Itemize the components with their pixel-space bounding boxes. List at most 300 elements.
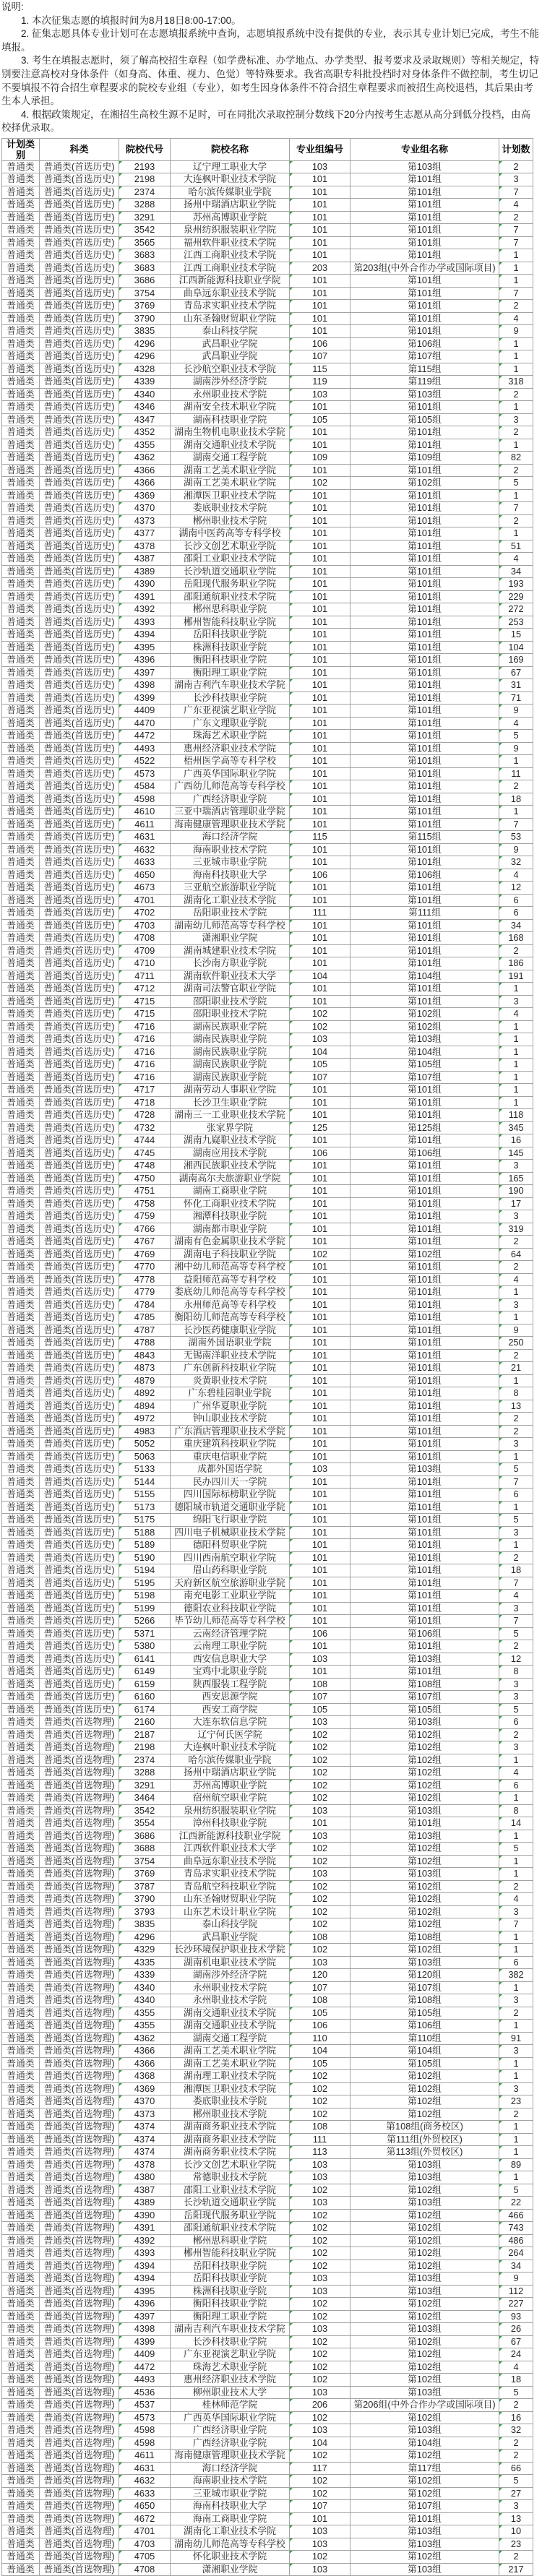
cell-group-name: 第102组	[350, 1944, 499, 1957]
cell-subject-type: 普通类(首选历史)	[40, 401, 119, 414]
table-row	[2, 1425, 533, 1438]
cell-college-code: 4703	[119, 2538, 171, 2551]
cell-plan-category: 普通类	[2, 2512, 40, 2525]
cell-group-name: 第102组	[350, 1792, 499, 1805]
cell-group-name: 第101组	[350, 173, 499, 186]
cell-college-code: 4716	[119, 1071, 171, 1084]
cell-college-code: 4598	[119, 2424, 171, 2437]
table-row	[2, 1273, 533, 1286]
cell-subject-type: 普通类(首选物理)	[40, 2411, 119, 2424]
cell-plan-count: 32	[499, 2424, 533, 2437]
cell-group-name: 第102组	[350, 1020, 499, 1033]
cell-group-code: 102	[290, 2551, 350, 2564]
cell-plan-count: 34	[499, 919, 533, 932]
cell-college-name: 梧州医学高等专科学校	[171, 755, 290, 768]
cell-group-name: 第102组	[350, 1741, 499, 1754]
cell-college-code: 4394	[119, 629, 171, 642]
cell-plan-category: 普通类	[2, 1298, 40, 1311]
cell-college-name: 湖南交通职业技术学院	[171, 2020, 290, 2033]
cell-college-code: 4759	[119, 1210, 171, 1223]
cell-plan-category: 普通类	[2, 856, 40, 869]
cell-plan-category: 普通类	[2, 730, 40, 743]
cell-group-name: 第101组	[350, 1514, 499, 1527]
cell-college-name: 湖南涉外经济学院	[171, 376, 290, 389]
table-row	[2, 2323, 533, 2336]
cell-plan-category: 普通类	[2, 2133, 40, 2146]
table-header-row	[2, 138, 533, 160]
cell-group-code: 119	[290, 376, 350, 389]
cell-plan-category: 普通类	[2, 1501, 40, 1514]
table-row	[2, 2310, 533, 2323]
cell-college-code: 4633	[119, 2487, 171, 2500]
cell-college-name: 湖南工艺美术职业学院	[171, 464, 290, 477]
table-row	[2, 1084, 533, 1097]
table-row	[2, 337, 533, 350]
cell-group-name: 第103组	[350, 2525, 499, 2538]
cell-group-code: 106	[290, 1147, 350, 1160]
cell-college-code: 4779	[119, 1286, 171, 1299]
cell-group-code: 101	[290, 1337, 350, 1350]
cell-group-name: 第101组	[350, 679, 499, 692]
cell-college-code: 4769	[119, 1248, 171, 1261]
cell-subject-type: 普通类(首选物理)	[40, 2158, 119, 2171]
cell-subject-type: 普通类(首选历史)	[40, 1551, 119, 1564]
cell-college-name: 衡阳科技职业学院	[171, 654, 290, 667]
cell-college-name: 湖南高尔夫旅游职业学院	[171, 1172, 290, 1185]
cell-plan-category: 普通类	[2, 1096, 40, 1109]
cell-group-name: 第101组	[350, 312, 499, 325]
cell-college-name: 江西新能源科技职业学院	[171, 1830, 290, 1843]
cell-subject-type: 普通类(首选历史)	[40, 1071, 119, 1084]
cell-group-code: 103	[290, 2563, 350, 2576]
cell-college-code: 3683	[119, 249, 171, 262]
cell-group-name: 第101组	[350, 717, 499, 730]
cell-plan-category: 普通类	[2, 325, 40, 338]
cell-plan-count: 1	[499, 2121, 533, 2134]
cell-subject-type: 普通类(首选物理)	[40, 2437, 119, 2450]
cell-plan-category: 普通类	[2, 2260, 40, 2273]
cell-plan-count: 14	[499, 1817, 533, 1830]
cell-group-code: 109	[290, 452, 350, 465]
cell-college-name: 潇湘职业学院	[171, 932, 290, 945]
note-item: 2. 征集志愿具体专业计划可在志愿填报系统中查询，志愿填报系统中没有提供的专业，表示其专业计划已完成，考生不能填报。	[1, 28, 540, 53]
table-row	[2, 1463, 533, 1476]
cell-plan-category: 普通类	[2, 1653, 40, 1666]
table-row	[2, 2045, 533, 2058]
cell-plan-count: 1	[499, 2057, 533, 2070]
table-row	[2, 173, 533, 186]
cell-group-code: 102	[290, 2095, 350, 2108]
cell-subject-type: 普通类(首选物理)	[40, 2007, 119, 2020]
cell-group-code: 101	[290, 818, 350, 831]
table-row	[2, 2525, 533, 2538]
cell-plan-count: 9	[499, 742, 533, 755]
cell-subject-type: 普通类(首选历史)	[40, 1476, 119, 1489]
cell-group-name: 第101组	[350, 641, 499, 654]
table-row	[2, 641, 533, 654]
cell-group-code: 101	[290, 502, 350, 515]
cell-group-code: 102	[290, 1779, 350, 1792]
cell-college-code: 4398	[119, 679, 171, 692]
cell-college-code: 4710	[119, 957, 171, 970]
cell-plan-category: 普通类	[2, 1109, 40, 1122]
cell-college-name: 湖南工艺美术职业学院	[171, 2057, 290, 2070]
cell-plan-count: 16	[499, 2411, 533, 2424]
cell-group-name: 第101组	[350, 806, 499, 819]
cell-group-code: 105	[290, 2007, 350, 2020]
cell-college-name: 湖南外国语职业学院	[171, 1337, 290, 1350]
cell-college-name: 岳阳科技职业学院	[171, 2260, 290, 2273]
cell-college-name: 湘西民族职业技术学院	[171, 1160, 290, 1173]
cell-college-name: 福州软件职业技术学院	[171, 236, 290, 249]
cell-plan-category: 普通类	[2, 1248, 40, 1261]
column-header-college-code: 院校代号	[119, 138, 171, 160]
cell-plan-count: 18	[499, 793, 533, 806]
cell-college-name: 湖南电子科技职业学院	[171, 1248, 290, 1261]
table-row	[2, 1792, 533, 1805]
cell-plan-count: 21	[499, 1362, 533, 1375]
cell-college-name: 永州职业技术学院	[171, 388, 290, 401]
cell-group-code: 103	[290, 1956, 350, 1969]
cell-college-code: 4650	[119, 2500, 171, 2513]
cell-subject-type: 普通类(首选物理)	[40, 2234, 119, 2247]
cell-plan-category: 普通类	[2, 1551, 40, 1564]
cell-plan-category: 普通类	[2, 1147, 40, 1160]
cell-subject-type: 普通类(首选历史)	[40, 780, 119, 793]
cell-subject-type: 普通类(首选历史)	[40, 388, 119, 401]
cell-group-code: 111	[290, 2133, 350, 2146]
cell-college-name: 邵阳工业职业技术学院	[171, 2184, 290, 2197]
cell-plan-count: 2	[499, 1425, 533, 1438]
cell-group-code: 102	[290, 2450, 350, 2463]
cell-subject-type: 普通类(首选物理)	[40, 1918, 119, 1931]
cell-college-code: 4395	[119, 2285, 171, 2298]
table-row	[2, 160, 533, 173]
cell-subject-type: 普通类(首选历史)	[40, 831, 119, 844]
cell-college-code: 4744	[119, 1134, 171, 1147]
cell-group-code: 103	[290, 2197, 350, 2210]
cell-subject-type: 普通类(首选历史)	[40, 514, 119, 527]
cell-plan-category: 普通类	[2, 300, 40, 313]
table-row	[2, 944, 533, 957]
cell-group-name: 第102组	[350, 2234, 499, 2247]
cell-subject-type: 普通类(首选物理)	[40, 2538, 119, 2551]
cell-group-code: 105	[290, 2057, 350, 2070]
cell-group-code: 101	[290, 1374, 350, 1387]
cell-college-name: 广东酒店管理职业技术学院	[171, 1425, 290, 1438]
cell-group-name: 第101组	[350, 236, 499, 249]
cell-subject-type: 普通类(首选历史)	[40, 1046, 119, 1059]
table-row	[2, 275, 533, 288]
cell-plan-count: 26	[499, 2323, 533, 2336]
cell-plan-count: 2	[499, 160, 533, 173]
cell-subject-type: 普通类(首选历史)	[40, 1033, 119, 1046]
cell-college-code: 4584	[119, 780, 171, 793]
cell-college-name: 湖南工艺美术职业学院	[171, 2045, 290, 2058]
cell-group-name: 第101组	[350, 882, 499, 895]
cell-plan-count: 7	[499, 502, 533, 515]
cell-college-code: 4784	[119, 1298, 171, 1311]
cell-college-name: 青岛求实职业技术学院	[171, 1868, 290, 1881]
cell-plan-count: 5	[499, 477, 533, 490]
cell-college-name: 海南工商职业学院	[171, 2512, 290, 2525]
cell-college-name: 永州师范高等专科学校	[171, 1298, 290, 1311]
cell-subject-type: 普通类(首选历史)	[40, 337, 119, 350]
cell-plan-count: 1	[499, 1450, 533, 1463]
cell-plan-category: 普通类	[2, 2247, 40, 2260]
cell-subject-type: 普通类(首选物理)	[40, 2209, 119, 2222]
cell-college-name: 炎黄职业技术学院	[171, 1374, 290, 1387]
cell-plan-category: 普通类	[2, 957, 40, 970]
cell-college-name: 海南健康管理职业技术学院	[171, 2450, 290, 2463]
cell-plan-category: 普通类	[2, 629, 40, 642]
cell-group-code: 101	[290, 1640, 350, 1653]
cell-college-code: 4770	[119, 1261, 171, 1274]
cell-plan-count: 1	[499, 1286, 533, 1299]
cell-plan-category: 普通类	[2, 1514, 40, 1527]
table-row	[2, 1450, 533, 1463]
cell-subject-type: 普通类(首选历史)	[40, 287, 119, 300]
column-header-subject-type: 科类	[40, 138, 119, 160]
table-row	[2, 629, 533, 642]
cell-group-name: 第101组	[350, 603, 499, 616]
cell-group-code: 113	[290, 2146, 350, 2159]
cell-group-name: 第103组	[350, 2386, 499, 2399]
cell-plan-category: 普通类	[2, 1046, 40, 1059]
cell-college-name: 广西英华国际职业学院	[171, 767, 290, 780]
cell-group-code: 101	[290, 300, 350, 313]
table-row	[2, 1413, 533, 1426]
plan-table	[1, 138, 533, 2576]
cell-college-name: 广东文理职业学院	[171, 717, 290, 730]
cell-subject-type: 普通类(首选物理)	[40, 2121, 119, 2134]
cell-plan-category: 普通类	[2, 2424, 40, 2437]
cell-group-name: 第102组	[350, 2095, 499, 2108]
cell-subject-type: 普通类(首选历史)	[40, 1590, 119, 1603]
cell-plan-category: 普通类	[2, 388, 40, 401]
cell-plan-category: 普通类	[2, 2222, 40, 2235]
cell-group-code: 102	[290, 2298, 350, 2311]
cell-group-name: 第102组	[350, 477, 499, 490]
table-row	[2, 869, 533, 882]
cell-subject-type: 普通类(首选物理)	[40, 2323, 119, 2336]
cell-college-code: 4355	[119, 439, 171, 452]
cell-plan-count: 1	[499, 337, 533, 350]
cell-plan-category: 普通类	[2, 1602, 40, 1615]
cell-plan-category: 普通类	[2, 932, 40, 945]
cell-plan-category: 普通类	[2, 1223, 40, 1236]
cell-plan-count: 4	[499, 1893, 533, 1906]
cell-group-name: 第111组	[350, 907, 499, 920]
cell-group-name: 第102组	[350, 1754, 499, 1767]
cell-college-code: 4708	[119, 932, 171, 945]
cell-group-code: 102	[290, 2475, 350, 2488]
cell-plan-category: 普通类	[2, 199, 40, 212]
cell-college-name: 宿州航空职业学院	[171, 1792, 290, 1805]
cell-subject-type: 普通类(首选物理)	[40, 1905, 119, 1918]
cell-subject-type: 普通类(首选历史)	[40, 1311, 119, 1324]
table-row	[2, 831, 533, 844]
cell-college-name: 武昌职业学院	[171, 350, 290, 363]
table-row	[2, 1855, 533, 1868]
cell-group-code: 101	[290, 1489, 350, 1502]
cell-college-code: 4573	[119, 2411, 171, 2424]
cell-college-name: 江西工商职业技术学院	[171, 249, 290, 262]
cell-plan-count: 89	[499, 2158, 533, 2171]
cell-group-name: 第101组	[350, 1666, 499, 1679]
cell-college-code: 4472	[119, 730, 171, 743]
cell-group-code: 106	[290, 337, 350, 350]
cell-plan-category: 普通类	[2, 2323, 40, 2336]
cell-plan-count: 1	[499, 350, 533, 363]
cell-college-code: 4395	[119, 641, 171, 654]
cell-group-name: 第107组	[350, 1071, 499, 1084]
cell-college-name: 长沙南方职业学院	[171, 957, 290, 970]
cell-group-name: 第106组	[350, 1147, 499, 1160]
cell-college-name: 广东碧桂园职业学院	[171, 1387, 290, 1400]
cell-plan-category: 普通类	[2, 2045, 40, 2058]
cell-college-name: 张家界学院	[171, 1121, 290, 1134]
cell-group-name: 第102组	[350, 2411, 499, 2424]
cell-group-code: 101	[290, 186, 350, 199]
cell-plan-count: 3	[499, 1905, 533, 1918]
cell-plan-count: 193	[499, 578, 533, 591]
cell-plan-category: 普通类	[2, 705, 40, 718]
cell-subject-type: 普通类(首选物理)	[40, 1767, 119, 1780]
cell-college-code: 4716	[119, 1033, 171, 1046]
table-row	[2, 907, 533, 920]
cell-plan-category: 普通类	[2, 2374, 40, 2387]
cell-group-code: 107	[290, 1691, 350, 1704]
cell-plan-category: 普通类	[2, 742, 40, 755]
cell-college-name: 湖南城建职业技术学院	[171, 944, 290, 957]
cell-college-code: 4715	[119, 1008, 171, 1021]
table-row	[2, 2512, 533, 2525]
cell-plan-category: 普通类	[2, 2298, 40, 2311]
cell-plan-category: 普通类	[2, 1450, 40, 1463]
cell-plan-count: 2	[499, 1728, 533, 1741]
cell-plan-count: 1	[499, 1855, 533, 1868]
cell-group-code: 101	[290, 793, 350, 806]
cell-college-name: 成都外国语学院	[171, 1463, 290, 1476]
table-row	[2, 565, 533, 578]
table-row	[2, 932, 533, 945]
cell-group-code: 101	[290, 717, 350, 730]
cell-college-code: 4377	[119, 527, 171, 540]
cell-plan-category: 普通类	[2, 211, 40, 224]
cell-plan-count: 9	[499, 843, 533, 856]
cell-group-code: 101	[290, 603, 350, 616]
cell-college-code: 4716	[119, 1020, 171, 1033]
cell-group-name: 第103组	[350, 1716, 499, 1729]
cell-subject-type: 普通类(首选历史)	[40, 1450, 119, 1463]
cell-plan-category: 普通类	[2, 1969, 40, 1982]
table-body	[2, 160, 533, 2576]
cell-group-name: 第102组	[350, 2108, 499, 2121]
cell-plan-category: 普通类	[2, 2032, 40, 2045]
cell-college-name: 湖南生物机电职业技术学院	[171, 426, 290, 439]
table-row	[2, 553, 533, 566]
table-row	[2, 211, 533, 224]
table-row	[2, 1868, 533, 1881]
cell-college-name: 三亚航空旅游职业学院	[171, 882, 290, 895]
table-row	[2, 957, 533, 970]
cell-subject-type: 普通类(首选物理)	[40, 2563, 119, 2576]
cell-group-code: 101	[290, 1160, 350, 1173]
cell-plan-category: 普通类	[2, 1476, 40, 1489]
cell-group-code: 203	[290, 262, 350, 275]
cell-college-code: 3769	[119, 1868, 171, 1881]
cell-plan-category: 普通类	[2, 717, 40, 730]
cell-group-name: 第101组	[350, 1615, 499, 1628]
table-row	[2, 1994, 533, 2007]
cell-college-name: 广西经济职业学院	[171, 2437, 290, 2450]
cell-plan-count: 8	[499, 1804, 533, 1817]
cell-college-name: 民办四川天一学院	[171, 1476, 290, 1489]
table-row	[2, 2158, 533, 2171]
cell-group-code: 102	[290, 2234, 350, 2247]
cell-group-name: 第101组	[350, 186, 499, 199]
cell-plan-category: 普通类	[2, 1134, 40, 1147]
cell-plan-count: 2	[499, 388, 533, 401]
cell-college-code: 4387	[119, 553, 171, 566]
table-row	[2, 376, 533, 389]
cell-group-code: 101	[290, 1349, 350, 1362]
cell-subject-type: 普通类(首选历史)	[40, 1640, 119, 1653]
cell-plan-count: 3	[499, 2045, 533, 2058]
cell-plan-count: 145	[499, 1147, 533, 1160]
table-row	[2, 401, 533, 414]
cell-college-code: 4611	[119, 2450, 171, 2463]
cell-group-code: 101	[290, 856, 350, 869]
table-row	[2, 2335, 533, 2348]
cell-group-name: 第101组	[350, 1501, 499, 1514]
cell-plan-category: 普通类	[2, 806, 40, 819]
table-row	[2, 514, 533, 527]
cell-subject-type: 普通类(首选物理)	[40, 1893, 119, 1906]
cell-college-name: 海南科技职业大学	[171, 869, 290, 882]
cell-college-name: 四川电子机械职业技术学院	[171, 1526, 290, 1539]
cell-college-name: 郴州智能科技职业学院	[171, 616, 290, 629]
cell-college-name: 郴州智能科技职业学院	[171, 2247, 290, 2260]
cell-college-name: 湖南民族职业学院	[171, 1033, 290, 1046]
cell-college-code: 2374	[119, 1754, 171, 1767]
cell-college-code: 4396	[119, 654, 171, 667]
cell-college-code: 4393	[119, 2247, 171, 2260]
cell-group-name: 第101组	[350, 818, 499, 831]
cell-college-code: 4394	[119, 2260, 171, 2273]
table-row	[2, 2260, 533, 2273]
table-row	[2, 1564, 533, 1577]
cell-plan-category: 普通类	[2, 2184, 40, 2197]
table-row	[2, 1627, 533, 1640]
cell-group-name: 第101组	[350, 578, 499, 591]
cell-college-name: 云南经济管理学院	[171, 1627, 290, 1640]
cell-college-code: 3754	[119, 287, 171, 300]
cell-college-code: 4610	[119, 806, 171, 819]
cell-plan-count: 11	[499, 767, 533, 780]
cell-subject-type: 普通类(首选物理)	[40, 1944, 119, 1957]
cell-college-code: 4378	[119, 2158, 171, 2171]
cell-plan-category: 普通类	[2, 894, 40, 907]
cell-group-code: 102	[290, 2222, 350, 2235]
cell-group-name: 第105组	[350, 413, 499, 426]
table-row	[2, 1893, 533, 1906]
cell-plan-category: 普通类	[2, 1767, 40, 1780]
cell-college-code: 4389	[119, 565, 171, 578]
cell-college-name: 湖南九嶷职业技术学院	[171, 1134, 290, 1147]
table-row	[2, 1071, 533, 1084]
